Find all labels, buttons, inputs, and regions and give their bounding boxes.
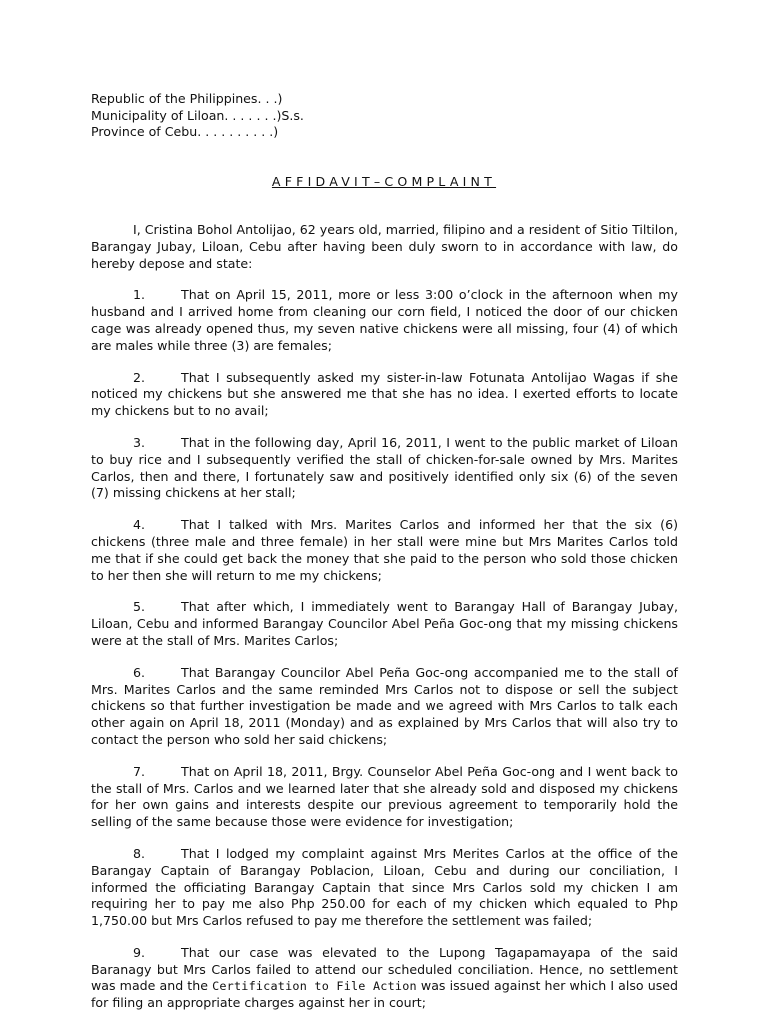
venue-block — [91, 91, 304, 141]
paragraph-number: 7. — [133, 763, 146, 779]
document-title: AFFIDAVIT–COMPLAINT — [271, 174, 497, 189]
paragraph-9 — [91, 945, 678, 1012]
paragraph-text: That I lodged my complaint against Mrs Merites Carlos at the office of the Barangay Captain of Barangay Poblacion, Liloan, Cebu and during our conciliation, I informed the officiating Barangay Captain that since Mrs Carlos sold my chicken I am requiring her to pay me also Php 250.00 for each of my chicken which equaled to Php 1,750.00 but Mrs Carlos refused to pay me therefore the settlement was failed; — [91, 845, 678, 929]
paragraph-text: That Barangay Councilor Abel Peña Goc-ong accompanied me to the stall of Mrs. Marites Carlos and the same reminded Mrs Carlos not to dispose or sell the subject chickens so that further investigation be made and we agreed with Mrs Carlos to talk each other again on April 18, 2011 (Monday) and as explained by Mrs Carlos that will also try to contact the person who sold her said chickens; — [91, 664, 678, 747]
paragraph-number: 1. — [133, 287, 146, 303]
venue-line-province: Province of Cebu. . . . . . . . . .) — [91, 124, 279, 140]
paragraph-7 — [91, 764, 678, 831]
paragraph-text: That on April 15, 2011, more or less 3:00 o’clock in the afternoon when my husband and I arrived home from cleaning our corn field, I noticed the door of our chicken cage was already opened thus, my seven native chickens were all missing, four (4) of which are males while three (3) are females; — [91, 287, 678, 353]
venue-line-republic: Republic of the Philippines. . .) — [91, 91, 283, 106]
paragraph-8 — [91, 846, 678, 930]
paragraph-3 — [91, 435, 678, 502]
paragraph-number: 9. — [133, 944, 146, 960]
paragraph-6 — [91, 665, 678, 749]
paragraph-number: 8. — [133, 845, 146, 861]
certification-phrase: Certification to File Action — [212, 979, 417, 994]
paragraph-5 — [91, 599, 678, 649]
paragraph-number: 6. — [133, 664, 146, 680]
paragraph-text: That on April 18, 2011, Brgy. Counselor Abel Peña Goc-ong and I went back to the stall of Mrs. Carlos and we learned later that she already sold and disposed my chickens for her own gains and interests despite our previous agreement to temporarily hold the selling of the same because those were evidence for investigation; — [91, 763, 678, 830]
paragraph-text: That our case was elevated to the Lupong Tagapamayapa of the said Baranagy but Mrs Carlos failed to attend our scheduled conciliation. Hence, no settlement was made and the — [91, 944, 678, 994]
paragraph-number: 4. — [133, 517, 146, 533]
paragraph-2 — [91, 370, 678, 420]
paragraph-text: That in the following day, April 16, 2011, I went to the public market of Liloan to buy rice and I subsequently verified the stall of chicken-for-sale owned by Mrs. Marites Carlos, then and there, I fortunately saw and positively identified only six (6) of the seven (7) missing chickens at her stall; — [91, 434, 678, 501]
paragraph-text: That I talked with Mrs. Marites Carlos and informed her that the six (6) chickens (three male and three female) in her stall were mine but Mrs Marites Carlos told me that if she could get back the money that she paid to the person who sold those chicken to her then she will return to me my chickens; — [91, 517, 678, 583]
paragraph-text: That after which, I immediately went to Barangay Hall of Barangay Jubay, Liloan, Cebu and informed Barangay Councilor Abel Peña Goc-ong that my missing chickens were at the stall of Mrs. Marites Carlos; — [91, 599, 678, 648]
paragraph-1 — [91, 287, 678, 354]
paragraph-number: 5. — [133, 599, 146, 615]
intro-paragraph: I, Cristina Bohol Antolijao, 62 years old, married, filipino and a resident of Sitio Tiltilon, Barangay Jubay, Liloan, Cebu after having been duly sworn to in accordance with law, do hereby depose and state: — [91, 222, 678, 271]
paragraph-number: 3. — [133, 434, 146, 450]
paragraph-text-continued: was issued against her which I also used for filing an appropriate charges against her in court; — [91, 978, 678, 1011]
paragraph-text: That I subsequently asked my sister-in-law Fotunata Antolijao Wagas if she noticed my chickens but she answered me that she has no idea. I exerted efforts to locate my chickens but to no avail; — [91, 369, 678, 419]
paragraph-number: 2. — [133, 369, 146, 385]
paragraph-4 — [91, 517, 678, 584]
affidavit-body — [91, 222, 678, 1024]
venue-line-municipality: Municipality of Liloan. . . . . . .)S.s. — [91, 107, 304, 123]
